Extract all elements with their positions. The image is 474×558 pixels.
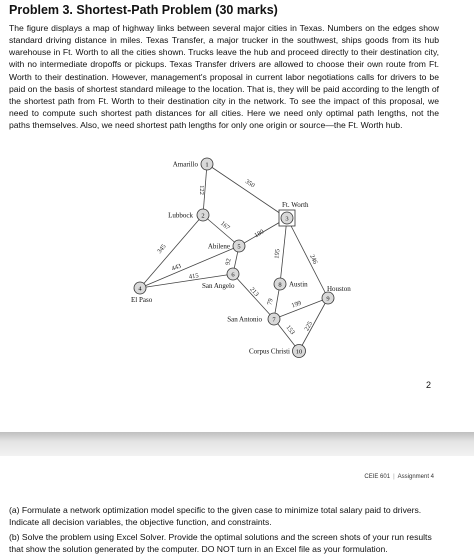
node-id-9: 9: [326, 295, 330, 303]
node-id-1: 1: [205, 161, 209, 169]
question-b: (b) Solve the problem using Excel Solver. Provide the optimal solutions and the screen shots of your run results that show the solution generated by the computer. DO NOT turn in an Excel file as your formulation.: [9, 532, 432, 555]
node-id-6: 6: [231, 271, 235, 279]
edge-label-3-5: 180: [253, 228, 266, 240]
edge-label-7-9: 199: [290, 299, 303, 310]
city-label-lubbock: Lubbock: [168, 211, 193, 220]
city-label-san-angelo: San Angelo: [202, 282, 235, 290]
city-label-ft-worth: Ft. Worth: [282, 201, 309, 209]
footer-separator: |: [393, 474, 395, 480]
footer-assignment: Assignment 4: [397, 474, 434, 480]
city-label-san-antonio: San Antonio: [227, 315, 262, 324]
node-id-8: 8: [278, 281, 282, 289]
edge-label-5-6: 92: [224, 257, 233, 266]
edge-label-8-7: 79: [266, 297, 275, 306]
page-3: [0, 456, 474, 558]
page-separator: [0, 432, 474, 456]
edge-label-1-3: 350: [243, 178, 256, 190]
city-label-el-paso: El Paso: [131, 296, 153, 304]
node-id-3: 3: [285, 215, 289, 223]
node-id-4: 4: [138, 285, 142, 293]
edge-label-2-5: 167: [218, 220, 231, 232]
edge-label-3-9: 246: [308, 253, 319, 266]
node-id-10: 10: [295, 348, 303, 356]
city-label-austin: Austin: [289, 280, 308, 289]
edge-label-4-5: 443: [170, 262, 183, 273]
edge-label-9-10: 225: [303, 320, 315, 333]
node-id-7: 7: [272, 316, 276, 324]
question-a: (a) Formulate a network optimization model specific to the given case to minimize total salary paid to drivers. Indicate all decision variables, the objective function, and constraints.: [9, 505, 422, 528]
problem-description: The figure displays a map of highway links between several major cities in Texas. Numbers on the edges show standard driving distance in miles. Texas Transfer, a major trucker in the southwest, ships goods from its hub warehouse in Ft. Worth to all the cities shown. Trucks leave the hub and proceed directly to their destination city, with no intermediate dropoffs or pickups. Texas Transfer drivers are allowed to choose their own route from Ft. Worth to their destination. However, management's proposal in current labor negotiations calls for drivers to be paid on the basis of shortest standard mileage to the location. That is, they will be paid according to the length of the shortest path from Ft. Worth to their destination city in the network. To see the impact of this proposal, we need to compute such shortest path distances for all cities. Here we need only optimal path lengths, not the paths themselves. Also, we need shortest path lengths for only one origin or source—the Ft. Worth hub.: [9, 23, 439, 131]
edge-1-3: [207, 164, 287, 218]
edge-label-2-4: 345: [156, 243, 168, 256]
problem-title: Problem 3. Shortest-Path Problem (30 marks): [9, 3, 278, 17]
edge-2-5: [203, 215, 239, 246]
edge-label-7-10: 153: [284, 324, 296, 337]
texas-highway-network: [0, 150, 474, 365]
node-id-5: 5: [237, 243, 241, 251]
city-label-amarillo: Amarillo: [172, 160, 198, 169]
node-id-2: 2: [201, 212, 205, 220]
city-label-corpus-christi: Corpus Christi: [248, 347, 290, 356]
city-label-houston: Houston: [327, 285, 351, 293]
page-number: 2: [426, 380, 432, 390]
edge-7-9: [274, 298, 328, 319]
city-label-abilene: Abilene: [207, 242, 230, 251]
edge-label-6-7: 213: [248, 286, 260, 298]
edge-label-1-2: 122: [198, 185, 205, 195]
footer-course: CEIE 601: [364, 474, 391, 480]
edge-label-4-6: 415: [188, 272, 200, 281]
edge-label-3-8: 195: [273, 248, 282, 260]
page-footer: [364, 474, 434, 480]
